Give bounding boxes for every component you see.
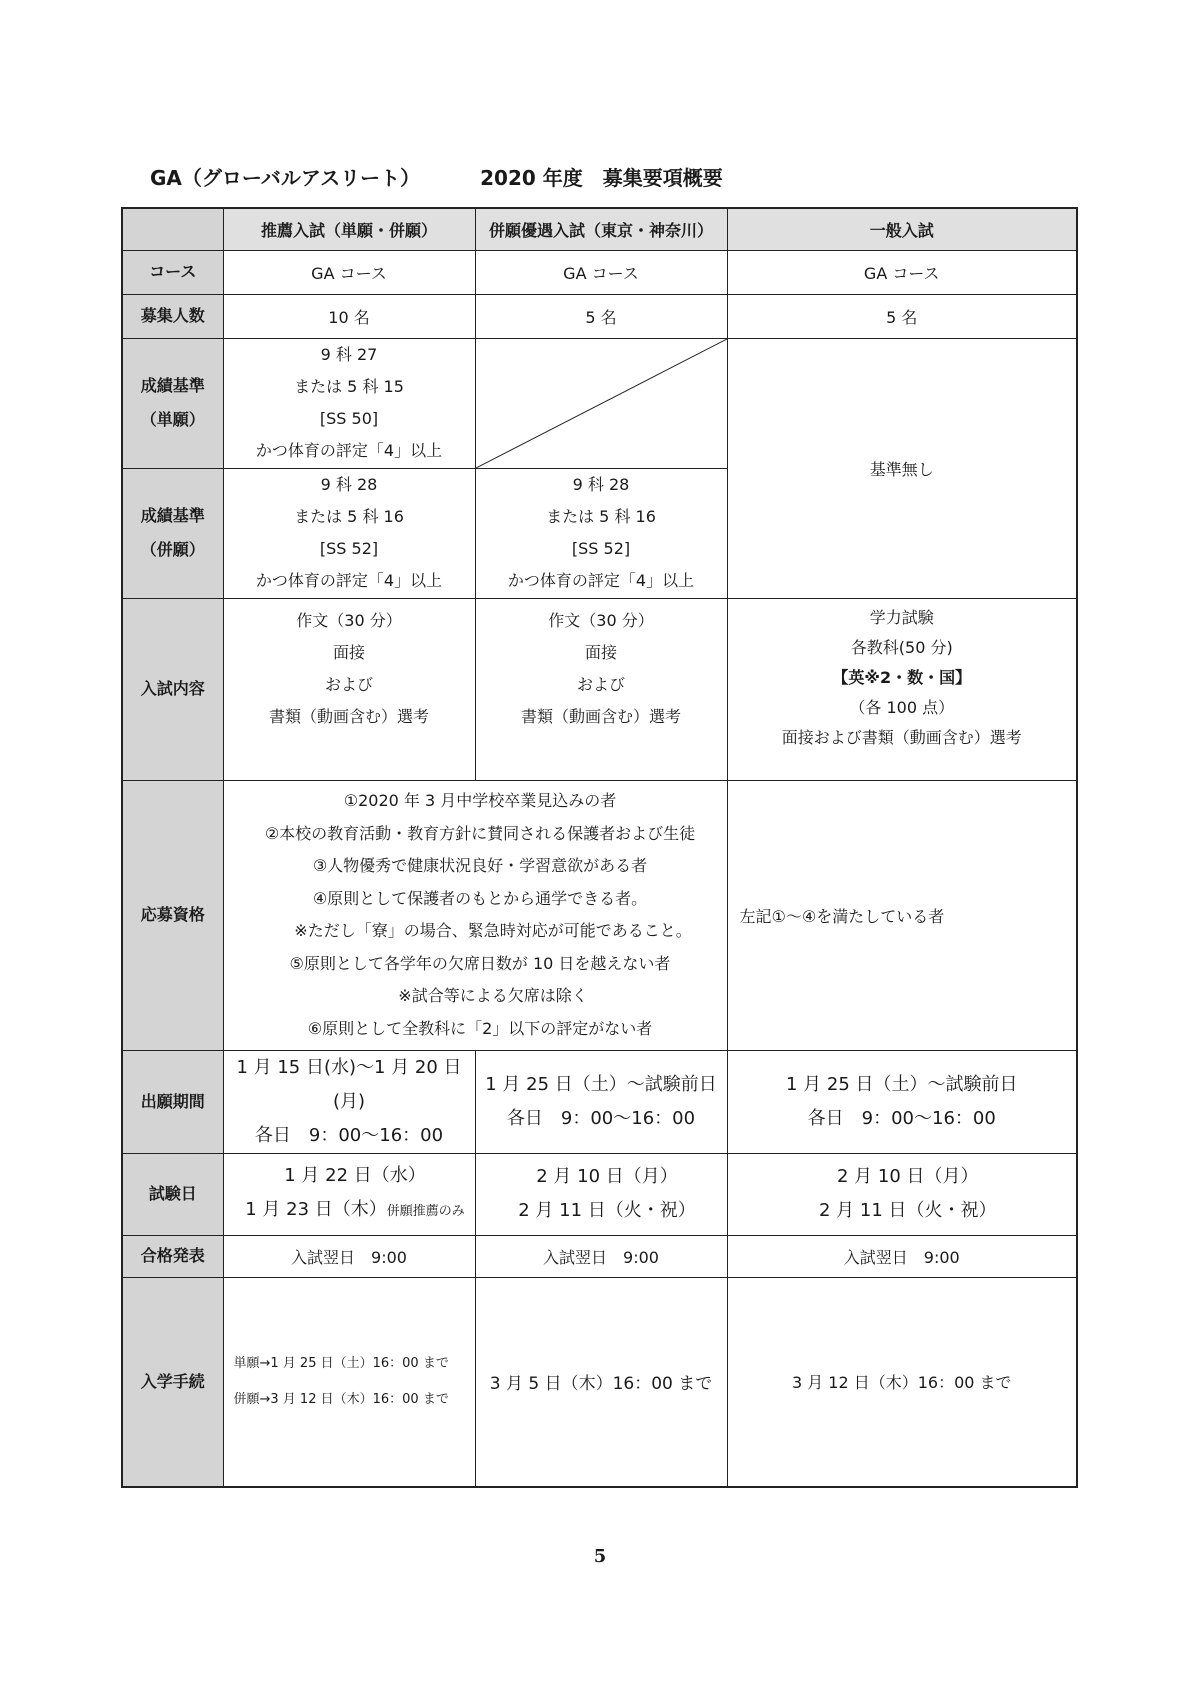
row-label-course: コース — [122, 250, 223, 294]
capacity-recommend: 10 名 — [223, 294, 475, 338]
course-preferential: GA コース — [475, 250, 727, 294]
exam-date-general — [727, 1153, 1077, 1235]
row-label-enrollment: 入学手続 — [122, 1277, 223, 1487]
date-line: 2 月 11 日（火・祝） — [818, 1200, 997, 1221]
content-line: 【英※2・数・国】 — [832, 667, 972, 687]
row-label-eligibility: 応募資格 — [122, 780, 223, 1050]
list-item: ①2020 年 3 月中学校卒業見込みの者 — [343, 791, 617, 810]
table-header-row — [122, 208, 1077, 250]
exam-content-preferential — [475, 598, 727, 780]
row-label-line: 成績基準 — [140, 506, 205, 525]
criteria-line: かつ体育の評定「4」以上 — [255, 441, 443, 460]
enrollment-line: 単願→1 月 25 日（土）16：00 まで — [233, 1355, 449, 1371]
table-row — [122, 598, 1077, 780]
row-label-line: 成績基準 — [140, 376, 205, 395]
row-label-application-period: 出願期間 — [122, 1050, 223, 1153]
content-line: 作文（30 分） — [296, 610, 402, 630]
grade-combined-preferential — [475, 468, 727, 598]
table-row — [122, 1235, 1077, 1277]
date-line: 2 月 11 日（火・祝） — [518, 1200, 696, 1221]
period-line: 各日 9：00～16：00 — [254, 1124, 444, 1146]
criteria-line: または 5 科 16 — [294, 507, 404, 526]
table-row — [122, 1277, 1077, 1487]
course-recommend: GA コース — [223, 250, 475, 294]
results-recommend: 入試翌日 9:00 — [223, 1235, 475, 1277]
period-line: 1 月 25 日（土）～試験前日 — [485, 1073, 717, 1095]
list-item: ③人物優秀で健康状況良好・学習意欲がある者 — [312, 856, 648, 875]
col-header-preferential: 併願優遇入試（東京・神奈川） — [475, 208, 727, 250]
list-item: ④原則として保護者のもとから通学できる者。 — [312, 888, 648, 908]
row-label-line: （単願） — [140, 410, 205, 429]
grade-combined-recommend — [223, 468, 475, 598]
content-line: 面接および書類（動画含む）選考 — [781, 727, 1022, 747]
criteria-line: または 5 科 15 — [294, 377, 404, 396]
enrollment-recommend — [223, 1277, 475, 1487]
list-item: ※ただし「寮」の場合、緊急時対応が可能であること。 — [294, 921, 692, 940]
criteria-line: [SS 52] — [571, 539, 631, 558]
list-item: ②本校の教育活動・教育方針に賛同される保護者および生徒 — [264, 823, 696, 843]
list-item: ⑤原則として各学年の欠席日数が 10 日を越えない者 — [289, 953, 671, 973]
period-general — [727, 1050, 1077, 1153]
content-line: 面接 — [332, 642, 365, 662]
not-applicable-cell — [475, 338, 727, 468]
row-label-capacity: 募集人数 — [122, 294, 223, 338]
eligibility-general: 左記①～④を満たしている者 — [727, 780, 1077, 1050]
table-row — [122, 338, 1077, 468]
criteria-line: [SS 50] — [319, 409, 379, 428]
criteria-line: または 5 科 16 — [546, 507, 656, 526]
period-line: 1 月 15 日(水)～1 月 20 日(月) — [236, 1056, 462, 1112]
capacity-general: 5 名 — [727, 294, 1077, 338]
col-header-recommend: 推薦入試（単願・併願） — [223, 208, 475, 250]
exam-content-general — [727, 598, 1077, 780]
date-line: 2 月 10 日（月） — [536, 1166, 678, 1187]
content-line: 書類（動画含む）選考 — [268, 706, 429, 726]
row-label-line: （併願） — [140, 540, 205, 559]
date-line: 1 月 22 日（水） — [284, 1165, 426, 1186]
exam-content-recommend — [223, 598, 475, 780]
capacity-preferential: 5 名 — [475, 294, 727, 338]
enrollment-preferential: 3 月 5 日（木）16：00 まで — [475, 1277, 727, 1487]
list-item: ⑥原則として全教科に「2」以下の評定がない者 — [307, 1018, 653, 1038]
period-recommend — [223, 1050, 475, 1153]
period-line: 各日 9：00～16：00 — [506, 1107, 696, 1129]
corner-cell — [122, 208, 223, 250]
date-line — [236, 1193, 475, 1229]
period-line: 1 月 25 日（土）～試験前日 — [785, 1073, 1018, 1095]
table-row — [122, 250, 1077, 294]
row-label-grade-combined — [122, 468, 223, 598]
grade-general: 基準無し — [727, 338, 1077, 598]
exam-date-preferential — [475, 1153, 727, 1235]
criteria-line: 9 科 28 — [572, 475, 630, 494]
content-line: 作文（30 分） — [548, 610, 654, 630]
content-line: および — [576, 674, 625, 694]
exam-date-recommend — [223, 1153, 475, 1235]
content-line: 書類（動画含む）選考 — [520, 706, 681, 726]
diagonal-strike — [476, 339, 727, 468]
title-program: GA（グローバルアスリート） — [150, 166, 421, 190]
date-line: 2 月 10 日（月） — [836, 1166, 979, 1187]
row-label-grade-single — [122, 338, 223, 468]
row-label-exam-content: 入試内容 — [122, 598, 223, 780]
grade-single-recommend — [223, 338, 475, 468]
content-line: および — [324, 674, 373, 694]
criteria-line: [SS 52] — [319, 539, 379, 558]
table-row — [122, 780, 1077, 1050]
enrollment-line: 併願→3 月 12 日（木）16：00 まで — [233, 1391, 449, 1407]
row-label-exam-date: 試験日 — [122, 1153, 223, 1235]
row-label-results: 合格発表 — [122, 1235, 223, 1277]
date-text: 1 月 23 日（木） — [245, 1199, 387, 1220]
table-row — [122, 1050, 1077, 1153]
title-year: 2020 年度 募集要項概要 — [480, 166, 723, 190]
eligibility-list — [223, 780, 727, 1050]
criteria-line: 9 科 28 — [320, 475, 378, 494]
content-line: 面接 — [584, 642, 617, 662]
results-preferential: 入試翌日 9:00 — [475, 1235, 727, 1277]
period-line: 各日 9：00～16：00 — [807, 1107, 996, 1129]
content-line: 学力試験 — [869, 607, 934, 627]
criteria-line: かつ体育の評定「4」以上 — [255, 571, 443, 590]
date-note: 併願推薦のみ — [386, 1204, 465, 1219]
course-general: GA コース — [727, 250, 1077, 294]
criteria-line: かつ体育の評定「4」以上 — [507, 571, 695, 590]
results-general: 入試翌日 9:00 — [727, 1235, 1077, 1277]
list-item: ※試合等による欠席は除く — [398, 986, 588, 1005]
table-row — [122, 294, 1077, 338]
criteria-line: 9 科 27 — [320, 345, 378, 364]
admissions-table — [121, 207, 1078, 1488]
document-title — [150, 162, 723, 191]
col-header-general: 一般入試 — [727, 208, 1077, 250]
page-number: 5 — [593, 1546, 607, 1567]
content-line: （各 100 点） — [849, 697, 955, 717]
table-row — [122, 1153, 1077, 1235]
enrollment-general: 3 月 12 日（木）16：00 まで — [727, 1277, 1077, 1487]
period-preferential — [475, 1050, 727, 1153]
content-line: 各教科(50 分) — [850, 637, 953, 657]
